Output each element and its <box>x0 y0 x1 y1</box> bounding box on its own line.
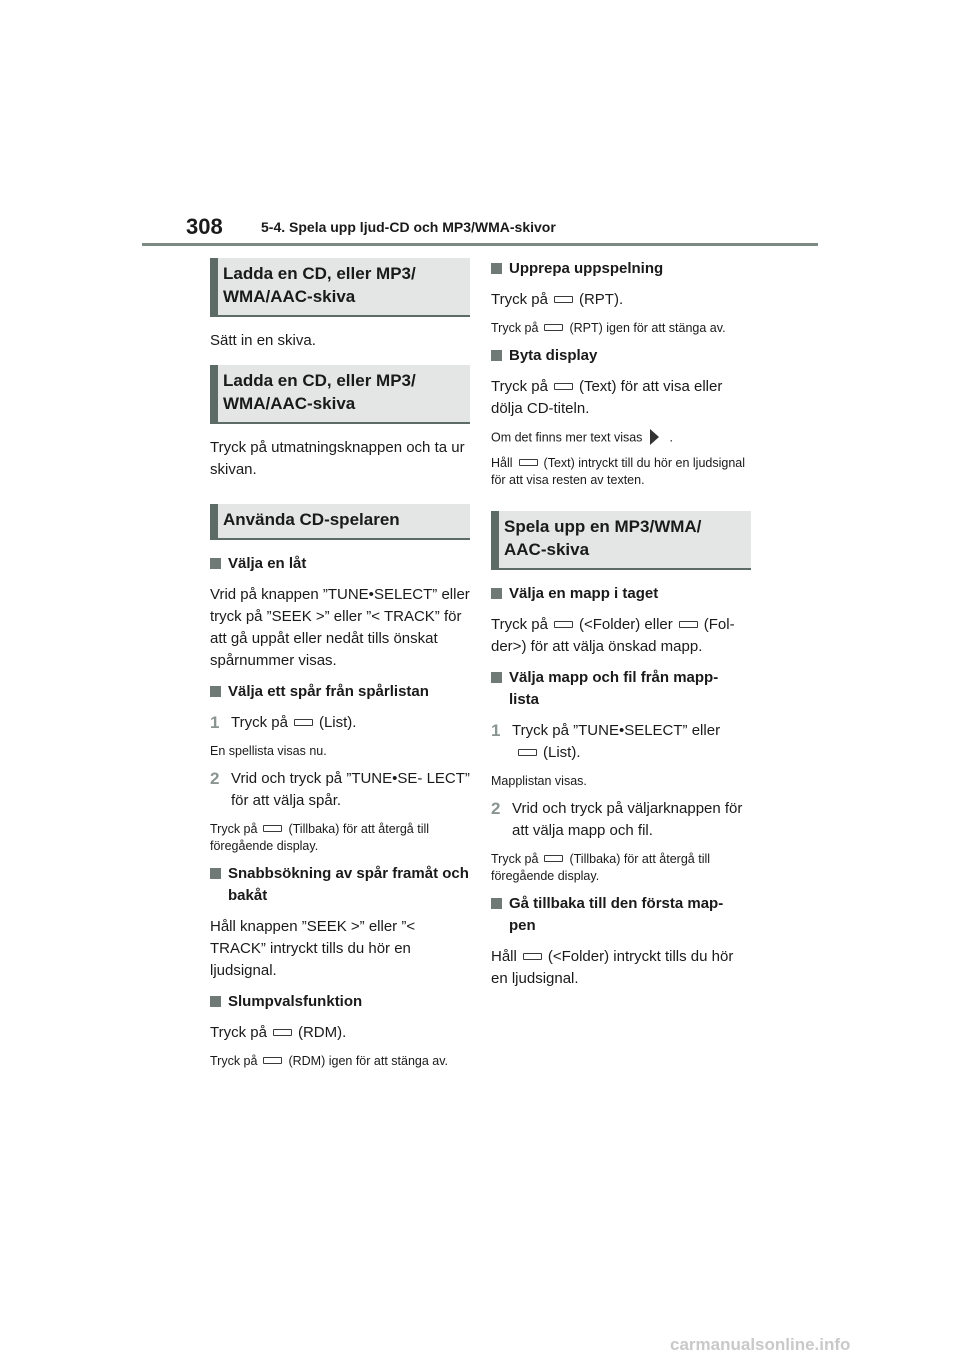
subheading-fast-search: Snabbsökning av spår framåt och bakåt <box>210 863 470 907</box>
section-heading-use-cd-player: Använda CD-spelaren <box>210 504 470 540</box>
back-button-icon <box>544 855 563 862</box>
paragraph-first-folder: Håll (<Folder) intryckt tills du hör en ljudsignal. <box>491 948 734 987</box>
subheading-first-folder: Gå tillbaka till den första map- pen <box>491 893 751 937</box>
bullet-square-icon <box>210 996 221 1007</box>
header-rule <box>142 243 818 246</box>
text-button-icon <box>519 459 538 466</box>
bullet-square-icon <box>491 898 502 909</box>
note-repeat-off: Tryck på (RPT) igen för att stänga av. <box>491 321 726 335</box>
page-number: 308 <box>186 214 223 239</box>
back-button-icon <box>263 825 282 832</box>
paragraph-random: Tryck på (RDM). <box>210 1024 347 1041</box>
subheading-repeat: Upprepa uppspelning <box>491 258 751 280</box>
folder-prev-button-icon <box>554 621 573 628</box>
section-heading-play-mp3: Spela upp en MP3/WMA/ AAC-skiva <box>491 511 751 570</box>
paragraph-fast-search: Håll knappen ”SEEK >” eller ”< TRACK” intryckt tills du hör en ljudsignal. <box>210 918 416 979</box>
note-back: Tryck på (Tillbaka) för att återgå till föregående display. <box>491 852 711 883</box>
step-2: 2 Vrid och tryck på väljarknappen för att välja mapp och fil. <box>491 799 743 839</box>
paragraph-select-song: Vrid på knappen ”TUNE•SELECT” eller tryck på ”SEEK >” eller ”< TRACK” för att gå uppåt eller nedåt tills önskat spårnummer visas. <box>210 586 470 669</box>
note-hold-text: Håll (Text) intryckt till du hör en ljudsignal för att visa resten av texten. <box>491 456 746 487</box>
arrow-right-icon <box>650 429 659 445</box>
note-back: Tryck på (Tillbaka) för att återgå till föregående display. <box>210 822 430 853</box>
bullet-square-icon <box>491 588 502 599</box>
step-1: 1 Tryck på (List). <box>210 713 357 732</box>
step-2: 2 Vrid och tryck på ”TUNE•SE- LECT” för att välja spår. <box>210 769 470 809</box>
paragraph-insert-disc: Sätt in en skiva. <box>210 332 316 349</box>
note-folder-list-shown: Mapplistan visas. <box>491 774 587 788</box>
rdm-button-icon <box>273 1029 292 1036</box>
bullet-square-icon <box>210 686 221 697</box>
page-header <box>0 0 960 250</box>
step-1: 1 Tryck på ”TUNE•SELECT” eller (List). <box>491 721 721 761</box>
subheading-track-list: Välja ett spår från spårlistan <box>210 681 470 703</box>
rpt-button-icon <box>554 296 573 303</box>
paragraph-switch-display: Tryck på (Text) för att visa eller dölja CD-titeln. <box>491 378 723 417</box>
list-button-icon <box>294 719 313 726</box>
paragraph-eject-disc: Tryck på utmatningsknappen och ta ur skivan. <box>210 439 465 478</box>
note-more-text: Om det finns mer text visas . <box>491 430 673 445</box>
left-column <box>210 258 470 1078</box>
note-random-off: Tryck på (RDM) igen för att stänga av. <box>210 1054 449 1068</box>
section-heading-eject-disc: Ladda en CD, eller MP3/ WMA/AAC-skiva <box>210 365 470 424</box>
text-button-icon <box>554 383 573 390</box>
right-column <box>491 258 751 999</box>
paragraph-repeat: Tryck på (RPT). <box>491 291 624 308</box>
folder-prev-button-icon <box>523 953 542 960</box>
section-heading-load-disc: Ladda en CD, eller MP3/ WMA/AAC-skiva <box>210 258 470 317</box>
subheading-folder-step: Välja en mapp i taget <box>491 583 751 605</box>
bullet-square-icon <box>491 350 502 361</box>
bullet-square-icon <box>491 263 502 274</box>
rpt-button-icon <box>544 324 563 331</box>
subheading-folder-list: Välja mapp och fil från mapp- lista <box>491 667 751 711</box>
subheading-select-song: Välja en låt <box>210 553 470 575</box>
chapter-title: 5-4. Spela upp ljud-CD och MP3/WMA-skivor <box>261 219 556 235</box>
bullet-square-icon <box>491 672 502 683</box>
bullet-square-icon <box>210 868 221 879</box>
subheading-random: Slumpvalsfunktion <box>210 991 470 1013</box>
watermark: carmanualsonline.info <box>670 1335 851 1354</box>
rdm-button-icon <box>263 1057 282 1064</box>
paragraph-folder-step: Tryck på (<Folder) eller (Fol- der>) för att välja önskad mapp. <box>491 616 735 655</box>
bullet-square-icon <box>210 558 221 569</box>
list-button-icon <box>518 749 537 756</box>
folder-next-button-icon <box>679 621 698 628</box>
note-playlist-shown: En spellista visas nu. <box>210 744 327 758</box>
subheading-switch-display: Byta display <box>491 345 751 367</box>
